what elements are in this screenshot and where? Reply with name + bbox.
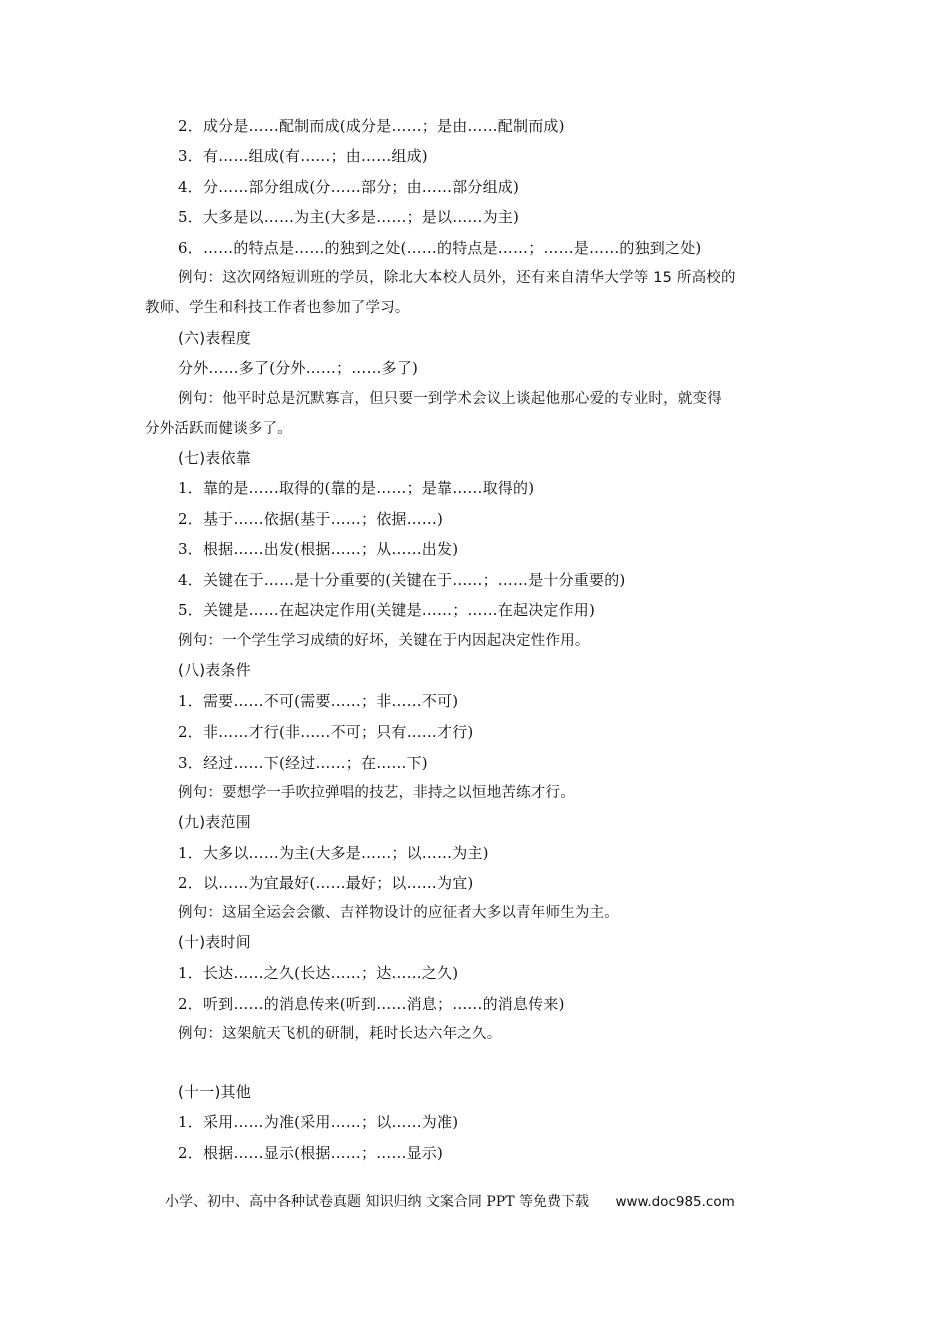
section-heading: (七)表依靠 (178, 449, 251, 467)
text-line: 1．大多以……为主(大多是……；以……为主) (178, 844, 489, 862)
text-line: 1．长达……之久(长达……；达……之久) (178, 964, 459, 982)
section-heading: (十)表时间 (178, 933, 251, 951)
example-sentence-continued: 分外活跃而健谈多了。 (145, 421, 292, 437)
section-heading: (十一)其他 (178, 1083, 251, 1101)
page-footer (165, 1190, 865, 1214)
text-line: 分外……多了(分外……；……多了) (178, 359, 419, 377)
text-line: 1．需要……不可(需要……；非……不可) (178, 692, 459, 710)
text-line: 5．大多是以……为主(大多是……；是以……为主) (178, 208, 520, 226)
example-sentence: 例句：这届全运会会徽、吉祥物设计的应征者大多以青年师生为主。 (178, 905, 619, 921)
footer-link[interactable]: www.doc985.com (615, 1194, 735, 1210)
text-line: 2．成分是……配制而成(成分是……；是由……配制而成) (178, 117, 565, 135)
example-sentence: 例句：要想学一手吹拉弹唱的技艺，非持之以恒地苦练才行。 (178, 785, 575, 801)
text-line: 2．听到……的消息传来(听到……消息；……的消息传来) (178, 995, 565, 1013)
text-line: 2．以……为宜最好(……最好；以……为宜) (178, 874, 474, 892)
text-line: 4．分……部分组成(分……部分；由……部分组成) (178, 178, 520, 196)
section-heading: (九)表范围 (178, 813, 251, 831)
text-line: 1．采用……为准(采用……；以……为准) (178, 1113, 459, 1131)
text-line: 3．根据……出发(根据……；从……出发) (178, 540, 459, 558)
example-sentence: 例句：一个学生学习成绩的好坏，关键在于内因起决定性作用。 (178, 633, 590, 649)
text-line: 1．靠的是……取得的(靠的是……；是靠……取得的) (178, 479, 535, 497)
example-sentence: 例句：这次网络短训班的学员，除北大本校人员外，还有来自清华大学等 15 所高校的 (178, 270, 736, 286)
section-heading: (六)表程度 (178, 329, 251, 347)
text-line: 5．关键是……在起决定作用(关键是……；……在起决定作用) (178, 601, 596, 619)
example-sentence: 例句：这架航天飞机的研制，耗时长达六年之久。 (178, 1026, 502, 1042)
text-line: 2．根据……显示(根据……；……显示) (178, 1144, 444, 1162)
footer-text: 小学、初中、高中各种试卷真题 知识归纳 文案合同 PPT 等免费下载 (165, 1194, 589, 1210)
text-line: 2．非……才行(非……不可；只有……才行) (178, 723, 474, 741)
text-line: 3．有……组成(有……；由……组成) (178, 147, 428, 165)
text-line: 6．……的特点是……的独到之处(……的特点是……；……是……的独到之处) (178, 239, 702, 257)
text-line: 4．关键在于……是十分重要的(关键在于……；……是十分重要的) (178, 571, 626, 589)
section-heading: (八)表条件 (178, 661, 251, 679)
text-line: 2．基于……依据(基于……；依据……) (178, 510, 444, 528)
example-sentence-continued: 教师、学生和科技工作者也参加了学习。 (145, 300, 410, 316)
example-sentence: 例句：他平时总是沉默寡言，但只要一到学术会议上谈起他那心爱的专业时，就变得 (178, 391, 722, 407)
text-line: 3．经过……下(经过……；在……下) (178, 754, 428, 772)
